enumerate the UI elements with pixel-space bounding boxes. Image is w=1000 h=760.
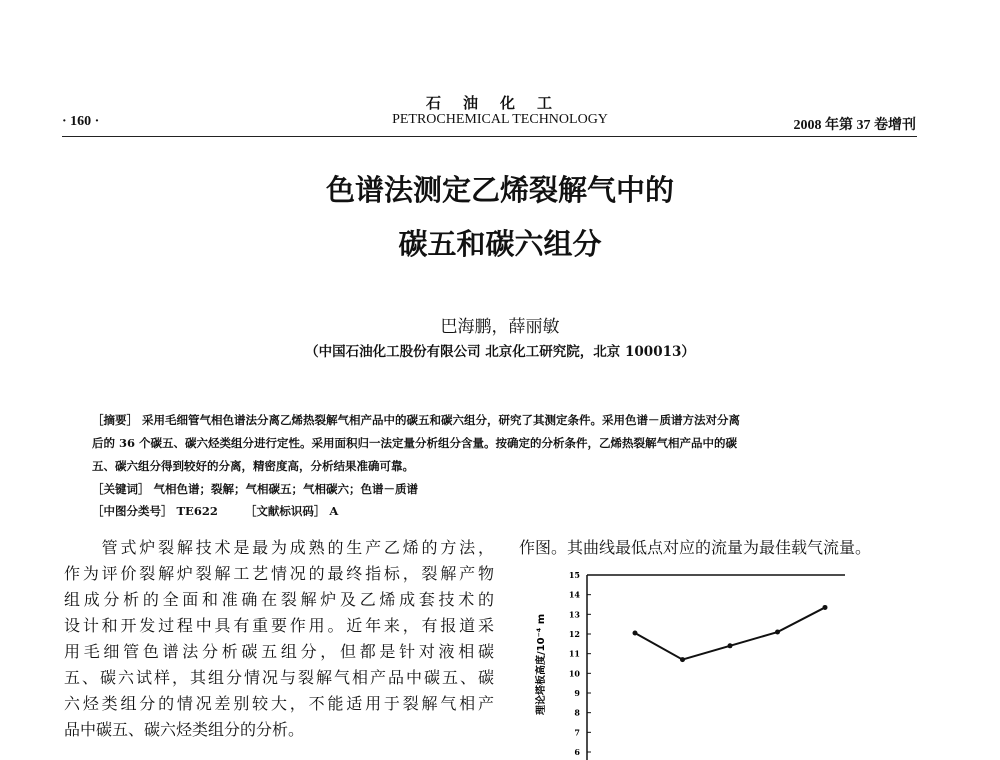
body-line: 管式炉裂解技术是最为成熟的生产乙烯的方法， bbox=[64, 538, 494, 557]
body-line: 五、碳六试样，其组分情况与裂解气相产品中碳五、碳 bbox=[64, 668, 494, 687]
body-line: 用毛细管色谱法分析碳五组分，但都是针对液相碳 bbox=[64, 642, 494, 661]
body-line: 六烃类组分的情况差别较大，不能适用于裂解气相产 bbox=[64, 694, 494, 713]
header-rule bbox=[62, 136, 917, 137]
issue-info: 2008 年第 37 卷增刊 bbox=[793, 118, 916, 133]
affiliation: （中国石油化工股份有限公司 北京化工研究院，北京 100013） bbox=[305, 344, 695, 360]
y-tick-label: 15 bbox=[568, 570, 580, 580]
page-number: · 160 · bbox=[62, 114, 100, 129]
series-line bbox=[635, 607, 825, 659]
y-tick-label: 11 bbox=[568, 648, 580, 659]
y-tick-label: 8 bbox=[574, 707, 580, 718]
abstract-line: 后的 36 个碳五、碳六烃类组分进行定性。采用面积归一法定量分析组分含量。按确定的分析条件，乙烯热裂解气相产品中的碳 bbox=[92, 436, 738, 450]
abstract-line: ［摘要］ 采用毛细管气相色谱法分离乙烯热裂解气相产品中的碳五和碳六组分，研究了其测定条件。采用色谱－质谱方法对分离 bbox=[92, 413, 740, 427]
body-line: 品中碳五、碳六烃类组分的分析。 bbox=[64, 720, 305, 739]
body-line: 设计和开发过程中具有重要作用。近年来，有报道采 bbox=[64, 616, 494, 635]
data-point bbox=[728, 643, 733, 648]
y-tick-label: 9 bbox=[574, 688, 580, 698]
authors: 巴海鹏，薛丽敏 bbox=[440, 317, 560, 337]
abstract-line: 五、碳六组分得到较好的分离，精密度高，分析结果准确可靠。 bbox=[92, 459, 414, 473]
journal-name-cn: 石油化工 bbox=[425, 94, 574, 112]
title-line-1: 色谱法测定乙烯裂解气中的 bbox=[325, 173, 674, 207]
body-right-line: 作图。其曲线最低点对应的流量为最佳载气流量。 bbox=[519, 538, 872, 557]
body-line: 组成分析的全面和准确在裂解炉及乙烯成套技术的 bbox=[64, 590, 494, 609]
classification: ［中图分类号］ TE622 ［文献标识码］ A bbox=[92, 504, 339, 518]
y-tick-label: 7 bbox=[574, 727, 580, 738]
y-tick-label: 6 bbox=[574, 747, 580, 757]
keywords: ［关键词］ 气相色谱；裂解；气相碳五；气相碳六；色谱－质谱 bbox=[92, 482, 419, 496]
data-point bbox=[823, 605, 828, 610]
y-tick-label: 10 bbox=[568, 668, 580, 679]
journal-name-en: PETROCHEMICAL TECHNOLOGY bbox=[392, 112, 608, 127]
line-chart bbox=[530, 565, 850, 760]
data-point bbox=[633, 631, 638, 636]
title-line-2: 碳五和碳六组分 bbox=[398, 227, 602, 261]
data-point bbox=[680, 657, 685, 662]
y-tick-label: 13 bbox=[568, 609, 580, 620]
y-axis-label: 理论塔板高度/10⁻⁴ m bbox=[536, 613, 547, 715]
y-tick-label: 12 bbox=[568, 629, 580, 639]
y-tick-label: 14 bbox=[568, 589, 580, 600]
body-line: 作为评价裂解炉裂解工艺情况的最终指标，裂解产物 bbox=[64, 564, 494, 583]
data-point bbox=[775, 630, 780, 635]
